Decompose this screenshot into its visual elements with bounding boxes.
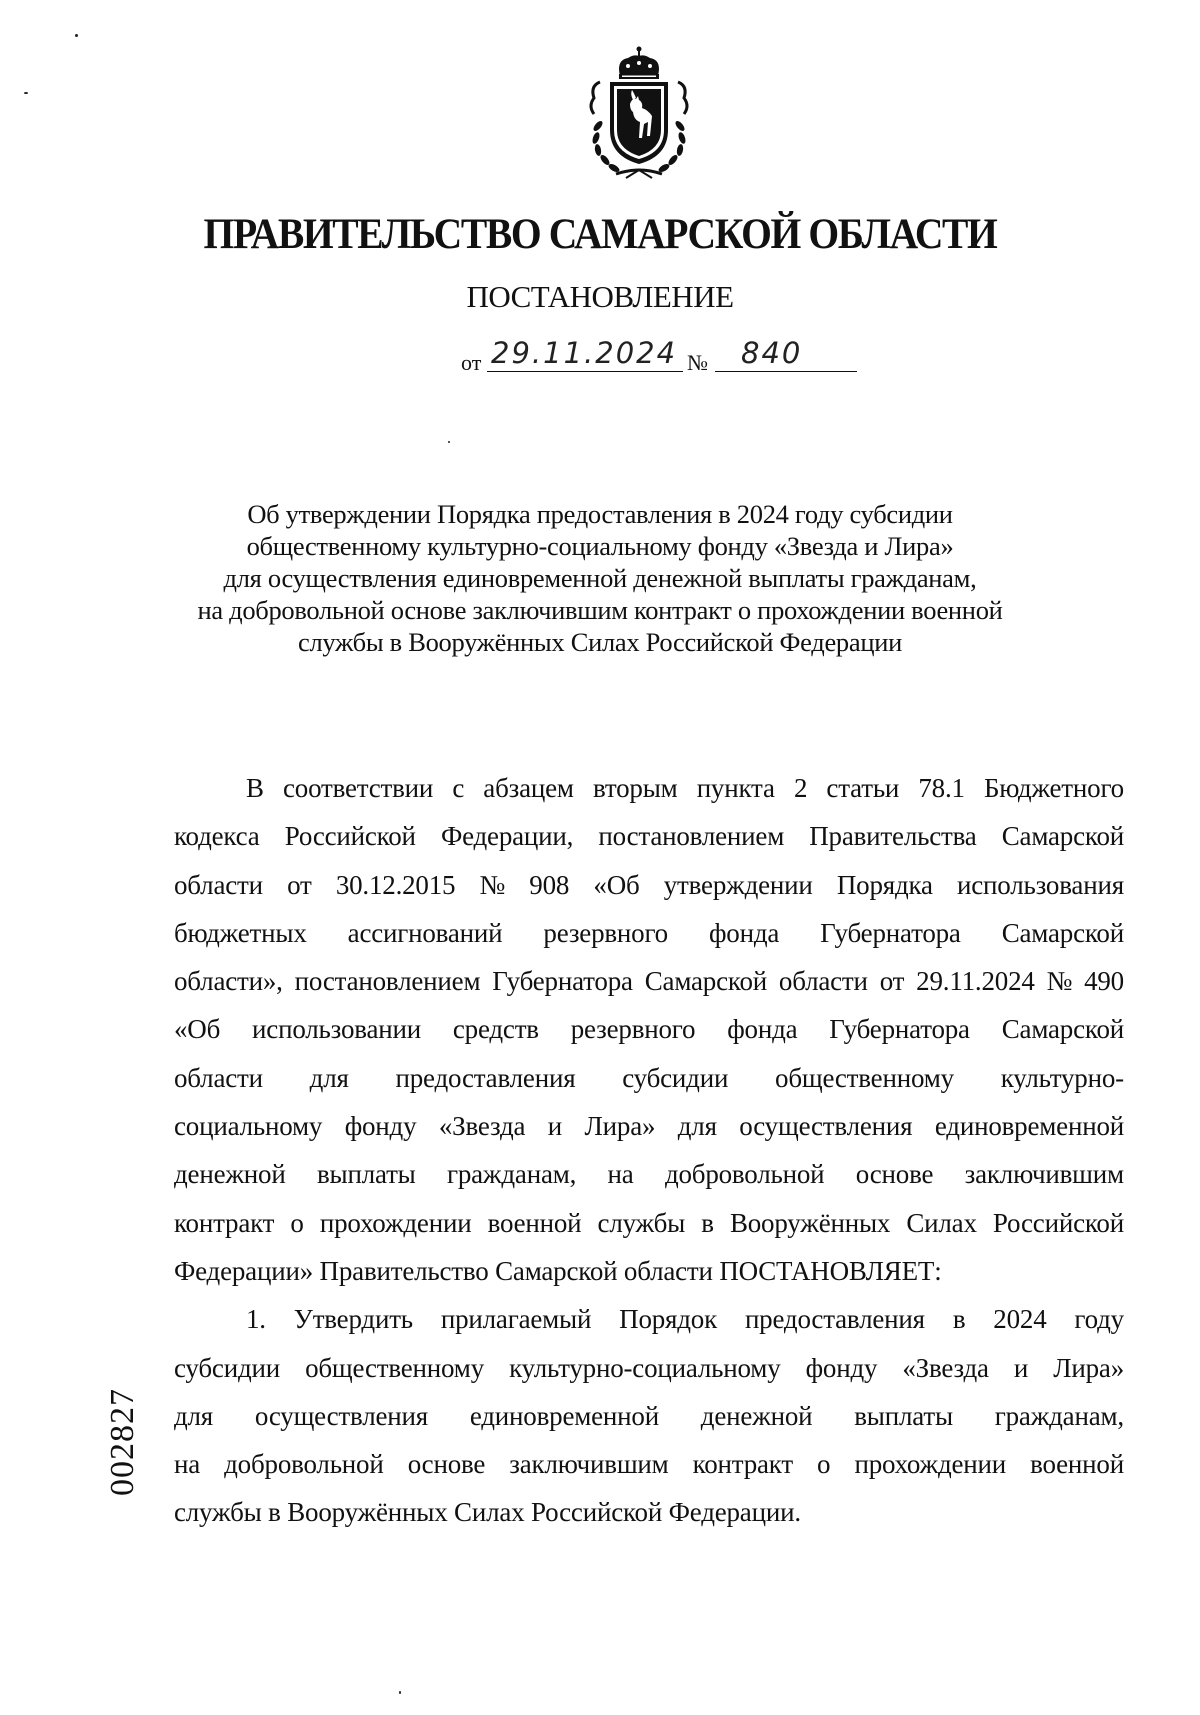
body-line: области для предоставления субсидии общественному культурно-	[174, 1062, 1124, 1093]
subject-line: для осуществления единовременной денежной выплаты гражданам,	[223, 563, 977, 593]
body-line: социальному фонду «Звезда и Лира» для осуществления единовременной	[174, 1111, 1124, 1142]
scan-speck	[448, 441, 450, 443]
organization-title: ПРАВИТЕЛЬСТВО САМАРСКОЙ ОБЛАСТИ	[203, 211, 997, 258]
subject-line: на добровольной основе заключившим контракт о прохождении военной	[197, 595, 1003, 625]
body-line: субсидии общественному культурно-социальному фонду «Звезда и Лира»	[174, 1352, 1124, 1383]
body-line: службы в Вооружённых Силах Российской Федерации.	[174, 1497, 801, 1528]
number-underline	[715, 371, 857, 372]
document-date: 29.11.2024	[491, 336, 678, 370]
scan-speck	[24, 92, 28, 94]
date-underline	[487, 371, 683, 372]
body-line: «Об использовании средств резервного фонда Губернатора Самарской	[174, 1014, 1124, 1045]
body-line: 1. Утвердить прилагаемый Порядок предоставления в 2024 году	[246, 1304, 1124, 1335]
scan-speck	[399, 1691, 401, 1694]
body-line: бюджетных ассигнований резервного фонда Губернатора Самарской	[174, 917, 1124, 948]
body-line: на добровольной основе заключившим контракт о прохождении военной	[174, 1449, 1124, 1480]
subject-line: службы в Вооружённых Силах Российской Федерации	[298, 627, 902, 657]
body-line: денежной выплаты гражданам, на добровольной основе заключившим	[174, 1159, 1124, 1190]
samara-coat-of-arms-icon	[586, 46, 692, 180]
body-line: контракт о прохождении военной службы в Вооружённых Силах Российской	[174, 1207, 1124, 1238]
body-line: В соответствии с абзацем вторым пункта 2 статьи 78.1 Бюджетного	[246, 773, 1124, 803]
document-type: ПОСТАНОВЛЕНИЕ	[466, 279, 734, 314]
body-line: кодекса Российской Федерации, постановлением Правительства Самарской	[174, 821, 1124, 852]
document-date-number-line	[461, 336, 861, 376]
document-body	[174, 764, 1124, 1537]
document-number: 840	[741, 336, 803, 370]
body-line: области от 30.12.2015 № 908 «Об утверждении Порядка использования	[174, 869, 1124, 900]
body-line: Федерации» Правительство Самарской области ПОСТАНОВЛЯЕТ:	[174, 1255, 942, 1286]
subject-line: общественному культурно-социальному фонду «Звезда и Лира»	[246, 531, 954, 561]
scan-speck	[75, 34, 78, 37]
date-prefix-label: от	[461, 350, 482, 375]
body-line: области», постановлением Губернатора Самарской области от 29.11.2024 № 490	[174, 966, 1124, 997]
document-subject	[150, 498, 1050, 658]
number-prefix-label: №	[687, 350, 708, 375]
subject-line: Об утверждении Порядка предоставления в 2024 году субсидии	[247, 499, 953, 529]
body-line: для осуществления единовременной денежной выплаты гражданам,	[174, 1400, 1124, 1431]
registry-number: 002827	[104, 1388, 141, 1496]
